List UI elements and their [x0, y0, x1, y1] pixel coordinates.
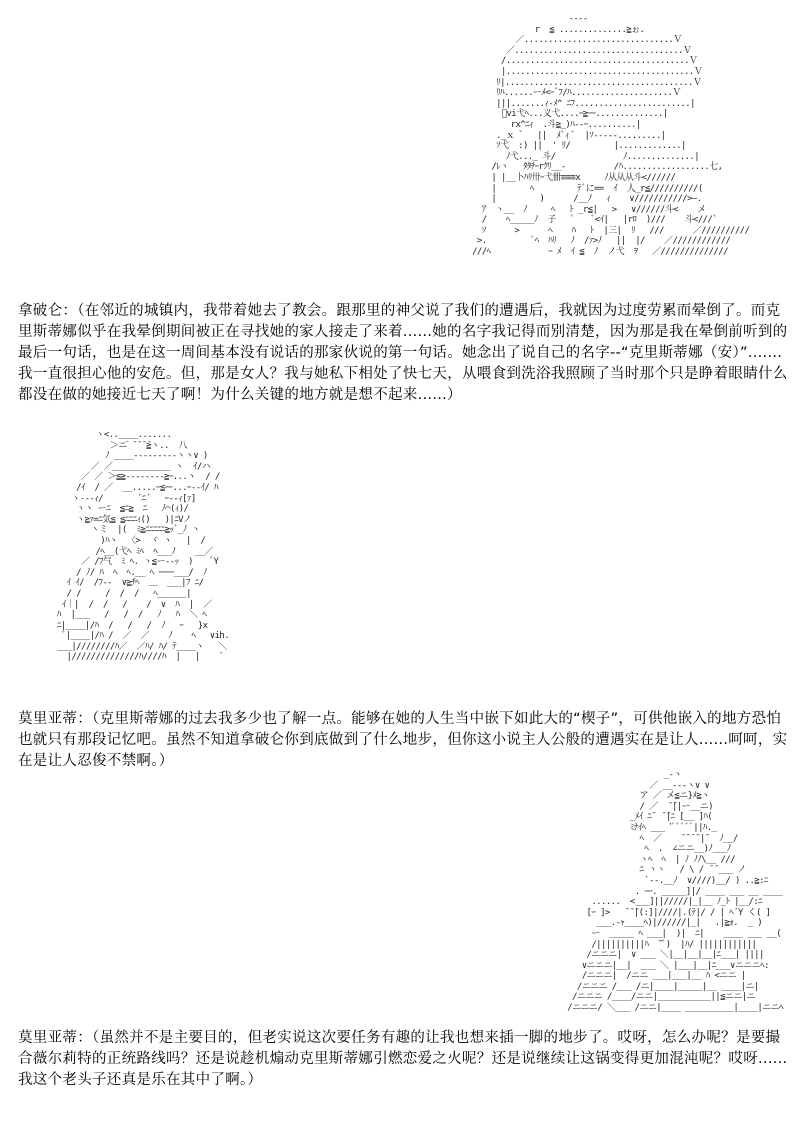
ascii-art-moriarty-second: _-ヽ ／ __---ヽ∨ ∨ ア ／ メ≦ニ}ﾒ≧ヽ / ／ ̄ ̄||ー__ニ) _ﾒｲ ﾆ¯ ̄ ̄|ﾆ [__ ]ﾊ( ﾐﾅｲﾍ ___ 'ﾞﾞﾞﾞﾞ||ﾊ._ ﾍ ／ ¯¯¯¯|¯ ﾉ__/ ﾍ . ∠ニニ__)ﾉ___ﾉ ヽﾍ ﾍ | ﾉ ﾉﾉ\__ /// ﾆ ヽヽ / \ / ̄ ̄ ___ ノ `--.__ﾉ ∨////)__/ ) ..≧:ﾆ . ｰｰ. _____]|/ ____ ___ __ ____ ...... <___]||/////|_|__ ﾉ_ﾄ |__/:ﾆ [ｰ ]> ̄ ̄ ̄|(:]|////|.(ﾃ|/ / | ﾍ´Y く( ] ___.-ｬ____ﾍ)|//////|_| .|≧ｫ. _ ) ー _____ ﾍ ___| )| ﾆ| ____ ___ __( /||||||||||ﾊ ̄`ﾞ) |ﾊ/ |||||||||||| /ニニニ| ∨ ___ ＼|__|__|__|ﾆ___| |||| ∨ニニニ|__| ___ ＼ |___|__|ﾆ___∨ニニニﾍ: /ニニニ| /ニニ ___|___|__ ﾊ <ニニ | /ニニニ /___ /ニ|____|_____|__ ____|ニ| /ニニニ /____/ニニ|___________||≦ニニ|ニ /ニニニ/ ＼___ /ニニ|____ __________|____|ニニﾍ — [567, 770, 783, 1014]
dialogue-text: （克里斯蒂娜的过去我多少也了解一点。能够在她的人生当中嵌下如此大的“楔子”，可供他嵌入的地方恐怕也就只有那段记忆吧。虽然不知道拿破仑你到底做到了什么地步，但你这小说主人公般的遭遇实在是让人......呵呵，实在是让人忍俊不禁啊。） — [18, 711, 788, 769]
dialogue-text: （虽然并不是主要目的，但老实说这次要任务有趣的让我也想来插一脚的地步了。哎呀，怎么办呢？是要撮合薇尔莉特的正统路线吗？还是说趁机煽动克里斯蒂娜引燃恋爱之火呢？还是说继续让这锅变得更加混沌呢？哎呀......我这个老头子还真是乐在其中了啊。） — [18, 1030, 788, 1088]
speaker-separator: ： — [77, 1030, 93, 1046]
ascii-art-napoleon: ---- r ≦ ..............≧ぉ. ／...............................Ｖ ／...................................Ｖ /......................................Ｖ |.......................................Ｖ ﾘ|.......................................Ｖ ﾘﾊ......ーﾒ<ｰﾞﾌ/ﾊ.....................Ｖ |||.......ｨ-ﾒ^ ﾆﾌ........................| ﾞvi弋ﾍ...义弋....ｰ≧ｰｰ..............| rx^ﾆｨ .斗≧_)ﾊ--ｰ..........| ._ｘ ゛ || ﾒﾞｨ ﾞ |ｿ-----.........| ｿ弋 :) || ' ﾘ/ |.............| ﾉ弋..._ 斗/ ﾉ..............| /ﾚヽ ﾀﾀﾁｰrｸﾘ__- /ﾊ..................七, | |__卜ﾊﾘ卅ｰ弋卌≡≡≡x ﾉ从从从斗<////// | ﾍ ﾃﾞに== ｲ 人_r≦//////////( | ) /__ﾉ ｨ ∨///////////>—. ｱ ヽ__ ﾉ ﾍ ﾄ _r≦| > ∨//////斗< メ / ﾍ_____ﾉ 子 ﾟ ﾞ<ｲ| |rﾛ )/// 斗<///` ｿ > ﾍ ﾊ ﾄ |三| ﾘ /// ／////////// >. `ﾍ ﾊﾘ ﾉ /ｧ>ﾉ || |/ ／//////////// ///ﾍ ｰ ﾒ ｲ ≦ ﾉ ノ弋 ｦ ／////////////// — [472, 14, 750, 258]
dialogue-line-napoleon — [18, 301, 788, 406]
speaker-separator: ： — [62, 303, 78, 319]
ascii-art-moriarty-first: ヽ<..____....... ＞ニ̄ ̄ ̄ ̄ ̄≧ヽ.. 八 ﾉ ____---------ヽヽ∨ ) ／ ／____________ ヽ ｲ/ハ ／ ／ ＞≦≧--------≧ｰ...ヽ / / /ｲ / ／ __.....ｰ≦ｰｰ...ｰ--ｲ/ ﾊ ヽ---ｨ/ ´ﾆ´ ｰ--ｨ[ｧ] ヽヽ ーﾆ ≦ﾆ≧ ﾆ ﾉ⌒(ｨ)/ ヽ≧ｧ=ﾆ気≦ ≦ﾆﾆﾆｨ() )|ﾆVノ ヽミ |( ﾐ≧ﾆﾆﾆﾆﾆ≧ｯﾞ_ﾉ ヽ )ﾊヽ 〈> ヾ ヽ | / /ﾍ__(弋ﾍ ﾐﾍ ﾍ___ﾉ __／ ／ /ﾌ气 ﾐ ﾍ. ヽ≦ー--ｯ ) ﾟY / ﾉ/ ﾊ ﾍ ﾍ.__ ﾍ ｰｰｰｰ___/ ﾉ ｲ ｲ/ /ﾌ-- ∨≧ﾁﾍ ＿ ___|ﾌ ﾆ/ / / / / / ﾍ______| ｲ｜| / / / / ∨ ﾊ | ／ ﾊ |___ / / / ﾉ ﾊ ＼ ﾍ ﾆ|____|/ﾊ / / / ﾉ ｰ }x ﾟ|____|/ﾊ / ／ ／ ﾉ ﾍ ∨ih. ___|////////ﾊ／ ／ﾊ/ ﾊ/ ﾃ____ヽ ＼ |//////////////ﾊ////ﾊ | | ` — [56, 430, 230, 663]
dialogue-text: （在邻近的城镇内，我带着她去了教会。跟那里的神父说了我们的遭遇后，我就因为过度劳累而晕倒了。而克里斯蒂娜似乎在我晕倒期间被正在寻找她的家人接走了来着......她的名字我记得而别清楚，因为那是我在晕倒前听到的最后一句话，也是在这一周间基本没有说话的那家伙说的第一句话。她念出了说自己的名字--“克里斯蒂娜（安）”.......我一直很担心他的安危。但，那是女人？我与她私下相处了快七天，从喂食到洗浴我照顾了当时那个只是睁着眼睛什么都没在做的她接近七天了啊！为什么关键的地方就是想不起来......） — [18, 303, 788, 403]
dialogue-line-moriarty-second — [18, 1028, 788, 1091]
dialogue-line-moriarty-first — [18, 709, 788, 772]
speaker-name: 莫里亚蒂 — [18, 1030, 78, 1046]
speaker-name: 拿破仑 — [18, 303, 63, 319]
speaker-name: 莫里亚蒂 — [18, 711, 78, 727]
speaker-separator: ： — [77, 711, 93, 727]
